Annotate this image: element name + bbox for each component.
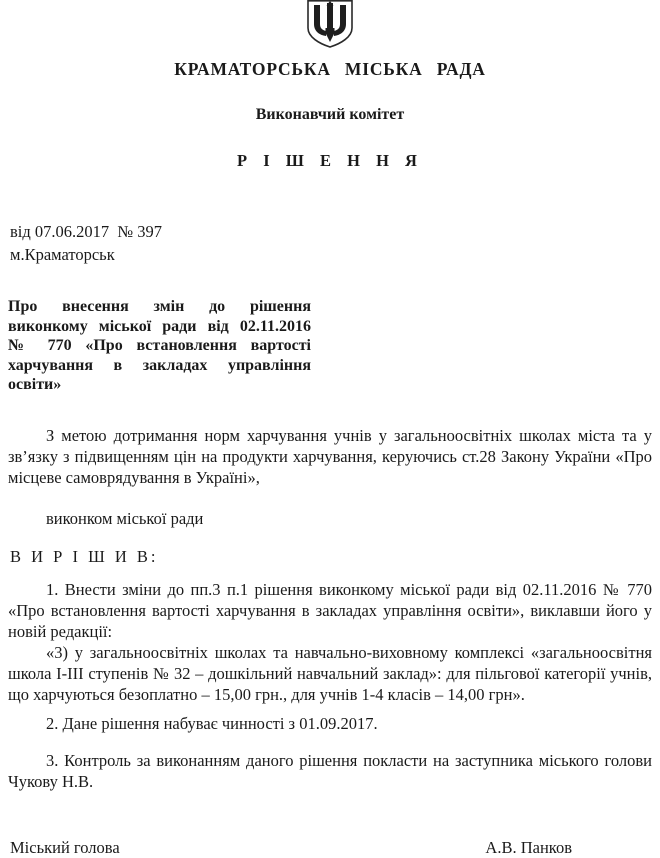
organization-name: КРАМАТОРСЬКА МІСЬКА РАДА (174, 59, 486, 79)
subject-line: № 770 «Про встановлення вартості (8, 337, 311, 355)
document-meta (10, 220, 660, 266)
preamble-paragraph: З метою дотримання норм харчування учнів у загальноосвітніх школах міста та у зв’язку з підвищенням цін на продукти харчування, керуючись ст.28 Закону України «Про місцеве самоврядування в Україні», (8, 425, 652, 487)
signature-position: Міський голова (10, 837, 120, 857)
resolved-heading: В И Р І Ш И В: (10, 546, 159, 566)
document-type-title: Р І Ш Е Н Н Я (237, 151, 423, 170)
subject-line: освіти» (8, 376, 62, 394)
city-line: м.Краматорськ (10, 245, 115, 264)
subject-block (8, 297, 311, 395)
authority-line: виконком міської ради (46, 508, 204, 528)
subject-line: виконкому міської ради від 02.11.2016 (8, 317, 311, 335)
decision-item: 1. Внести зміни до пп.3 п.1 рішення виконкому міської ради від 02.11.2016 № 770 «Про встановлення вартості харчування в закладах управління освіти», виклавши його у новій редакції: (8, 579, 652, 641)
subject-line: харчування в закладах управління (8, 356, 311, 374)
subject-line: Про внесення змін до рішення (8, 298, 311, 315)
decision-item: «3) у загальноосвітніх школах та навчально-виховному комплексі «загальноосвітня школа І-ІІІ ступенів № 32 – дошкільний навчальний заклад»: для пільгової категорії учнів, що харчуються безоплатно – 15,00 грн., для учнів 1-4 класів – 14,00 грн». (8, 642, 652, 704)
date-number-line: від 07.06.2017 № 397 (10, 222, 163, 241)
executive-committee-label: Виконавчий комітет (255, 106, 405, 123)
signature-name: А.В. Панков (485, 837, 572, 857)
signature-row (10, 838, 572, 858)
ukraine-trident-emblem-icon (300, 0, 360, 48)
decision-item: 2. Дане рішення набуває чинності з 01.09.2017. (46, 713, 378, 733)
decision-item: 3. Контроль за виконанням даного рішення покласти на заступника міського голови Чукову Н.В. (8, 750, 652, 791)
